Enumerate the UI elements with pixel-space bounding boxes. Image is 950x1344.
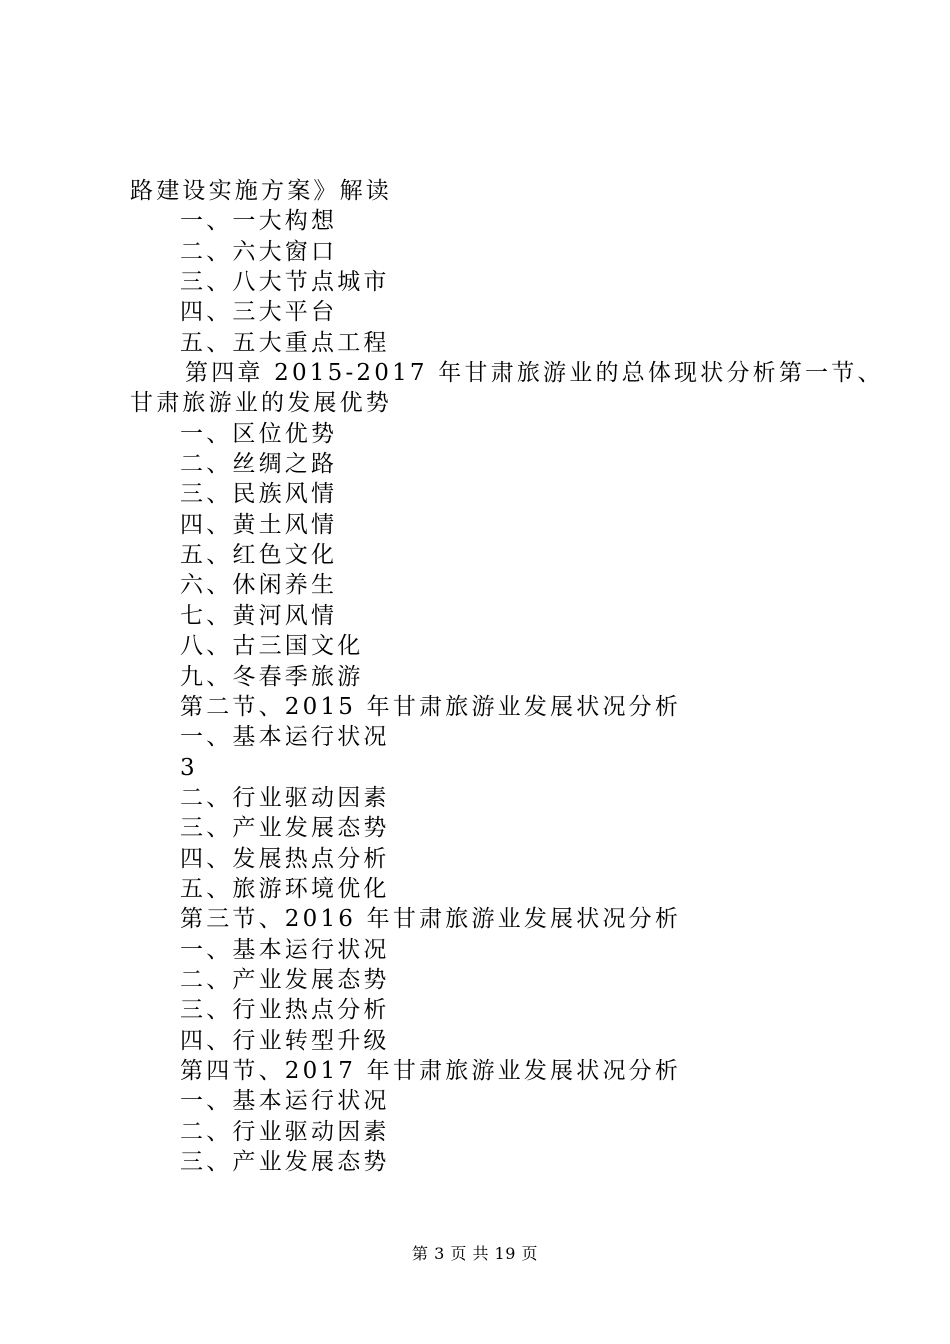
text-line: 3 [180, 754, 198, 781]
text-line: 五、旅游环境优化 [180, 875, 390, 902]
text-line: 五、五大重点工程 [180, 329, 390, 356]
text-line: 二、丝绸之路 [180, 451, 338, 478]
text-line: 三、产业发展态势 [180, 815, 390, 842]
text-line: 第四章 2015-2017 年甘肃旅游业的总体现状分析第一节、 [185, 360, 884, 387]
text-line: 第二节、2015 年甘肃旅游业发展状况分析 [180, 693, 682, 720]
page-footer: 第 3 页 共 19 页 [412, 1244, 538, 1263]
text-line: 路建设实施方案》解读 [130, 178, 392, 204]
text-line: 一、一大构想 [180, 208, 338, 235]
text-line: 一、区位优势 [180, 420, 338, 447]
text-line: 三、民族风情 [180, 481, 338, 508]
text-line: 六、休闲养生 [180, 572, 338, 599]
text-line: 甘肃旅游业的发展优势 [130, 390, 392, 417]
text-line: 四、发展热点分析 [180, 845, 390, 872]
text-line: 二、行业驱动因素 [180, 784, 390, 811]
text-line: 三、产业发展态势 [180, 1149, 390, 1175]
text-line: 一、基本运行状况 [180, 724, 390, 751]
text-line: 一、基本运行状况 [180, 1088, 390, 1115]
text-line: 二、六大窗口 [180, 238, 338, 265]
text-line: 四、黄土风情 [180, 511, 338, 538]
text-line: 二、行业驱动因素 [180, 1118, 390, 1145]
text-line: 一、基本运行状况 [180, 936, 390, 963]
text-line: 三、行业热点分析 [180, 997, 390, 1024]
text-line: 八、古三国文化 [180, 633, 364, 660]
document-body [0, 176, 950, 1177]
text-line: 九、冬春季旅游 [180, 663, 364, 690]
text-line: 第三节、2016 年甘肃旅游业发展状况分析 [180, 906, 682, 933]
text-line: 第四节、2017 年甘肃旅游业发展状况分析 [180, 1057, 682, 1084]
text-line: 二、产业发展态势 [180, 966, 390, 993]
text-line: 三、八大节点城市 [180, 269, 390, 296]
text-line: 七、黄河风情 [180, 602, 338, 629]
text-line: 五、红色文化 [180, 542, 338, 569]
text-line: 四、三大平台 [180, 299, 338, 326]
text-line: 四、行业转型升级 [180, 1027, 390, 1054]
